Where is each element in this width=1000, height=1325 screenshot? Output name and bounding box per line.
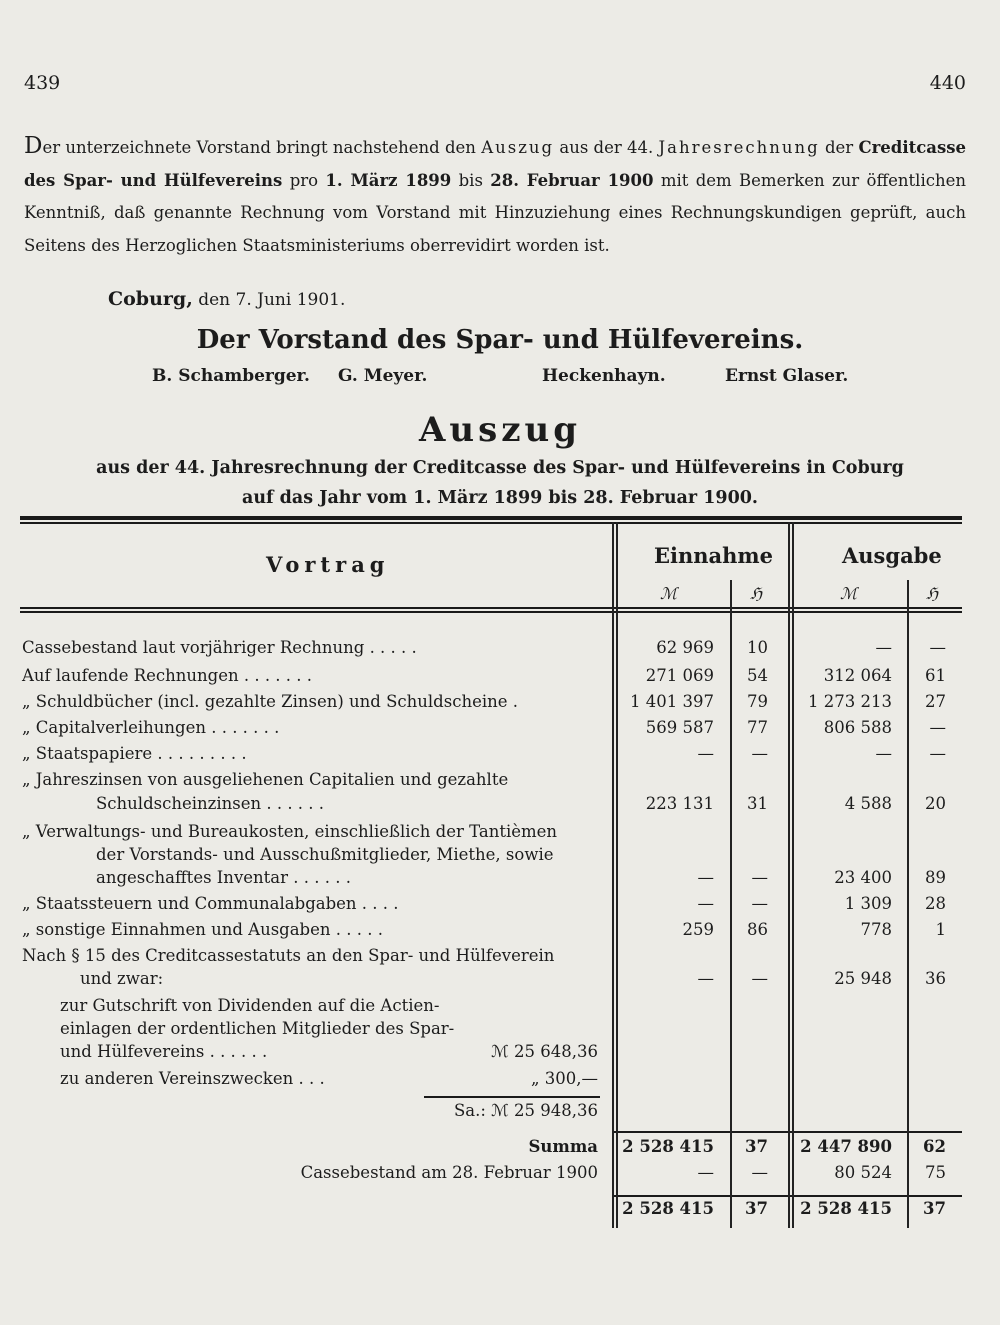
intro-paragraph: Der unterzeichnete Vorstand bringt nachstehend den Auszug aus der 44. Jahresrechnung der Creditcasse des Spar- und Hülfevereins pro 1. März 1899 bis 28. Februar 1900 mit dem Bemerken zur öffentlichen Kenntniß, daß genannte Rechnung vom Vorstand mit Hinzuziehung eines Rechnungskundigen geprüft, auch Seitens des Herzoglichen Staatsministeriums oberrevidirt worden ist.	[24, 133, 967, 255]
summa-expense-mark: 2 447 890	[800, 1137, 892, 1156]
expense-pf: 27	[925, 692, 946, 711]
income-mark: 1 401 397	[630, 692, 714, 711]
row-label: „ Schuldbücher (incl. gezahlte Zinsen) und Schuldscheine .	[22, 692, 518, 711]
sub-line: zur Gutschrift von Dividenden auf die Actien-	[60, 996, 440, 1015]
row-label: „ Jahreszinsen von ausgeliehenen Capitalien und gezahlte	[22, 770, 509, 789]
row-label: Cassebestand laut vorjähriger Rechnung . . . . .	[22, 638, 417, 657]
column-divider	[788, 522, 790, 1228]
header-bottom-rule	[20, 607, 962, 609]
expense-mark: 1 273 213	[808, 692, 892, 711]
currency-pfennig: ℌ	[926, 584, 939, 603]
income-pf: 77	[747, 718, 768, 737]
total-income-pf: 37	[745, 1199, 768, 1218]
drop-cap: D	[24, 133, 43, 159]
income-pf: —	[751, 969, 768, 988]
column-divider	[907, 580, 909, 1228]
summa-label: Summa	[528, 1137, 598, 1156]
income-pf: 54	[747, 666, 768, 685]
total-income-mark: 2 528 415	[622, 1199, 714, 1218]
sub-amount: „ 300,—	[530, 1069, 598, 1088]
closing-income-pf: —	[751, 1163, 768, 1182]
income-pf: —	[751, 868, 768, 887]
expense-pf: 28	[925, 894, 946, 913]
sub-sum-rule	[424, 1096, 600, 1098]
income-mark: —	[697, 868, 714, 887]
income-mark: 271 069	[645, 666, 714, 685]
sub-line: und Hülfevereins . . . . . .	[60, 1042, 268, 1061]
expense-mark: —	[875, 638, 892, 657]
closing-expense-mark: 80 524	[834, 1163, 892, 1182]
signature: Heckenhayn.	[542, 366, 666, 386]
header-einnahme: Einnahme	[654, 543, 773, 568]
sub-amount: ℳ 25 648,36	[491, 1042, 598, 1061]
expense-mark: 23 400	[834, 868, 892, 887]
sub-sum: Sa.: ℳ 25 948,36	[453, 1101, 598, 1120]
signature: G. Meyer.	[338, 366, 428, 386]
header-vortrag: Vortrag	[266, 552, 390, 577]
income-pf: —	[751, 744, 768, 763]
income-mark: 259	[682, 920, 714, 939]
sub-line: einlagen der ordentlichen Mitglieder des Spar-	[60, 1019, 455, 1038]
expense-pf: 1	[935, 920, 946, 939]
row-label: Auf laufende Rechnungen . . . . . . .	[22, 666, 313, 685]
row-label: „ Staatspapiere . . . . . . . . .	[22, 744, 247, 763]
header-bottom-rule-2	[20, 611, 962, 613]
column-divider	[612, 522, 614, 1228]
board-title: Der Vorstand des Spar- und Hülfevereins.	[196, 325, 804, 355]
signature: Ernst Glaser.	[725, 366, 849, 386]
row-label: „ sonstige Einnahmen und Ausgaben . . . . .	[22, 920, 383, 939]
extract-subtitle-line2: auf das Jahr vom 1. März 1899 bis 28. Februar 1900.	[241, 488, 759, 508]
income-pf: 79	[747, 692, 768, 711]
row-label-cont: Schuldscheinzinsen . . . . . .	[96, 794, 325, 813]
summa-income-mark: 2 528 415	[622, 1137, 714, 1156]
summa-income-pf: 37	[745, 1137, 768, 1156]
closing-balance-label: Cassebestand am 28. Februar 1900	[300, 1163, 598, 1182]
income-pf: 10	[747, 638, 768, 657]
page-number-right: 440	[929, 72, 966, 94]
closing-expense-pf: 75	[925, 1163, 946, 1182]
expense-pf: 20	[925, 794, 946, 813]
income-pf: 31	[747, 794, 768, 813]
header-ausgabe: Ausgabe	[842, 543, 942, 568]
total-expense-pf: 37	[923, 1199, 946, 1218]
column-divider	[792, 522, 794, 1228]
expense-pf: —	[929, 718, 946, 737]
income-mark: 62 969	[656, 638, 714, 657]
row-label-cont: angeschafftes Inventar . . . . . .	[96, 868, 351, 887]
expense-pf: 36	[925, 969, 946, 988]
extract-subtitle-line1: aus der 44. Jahresrechnung der Creditcasse des Spar- und Hülfevereins in Coburg	[96, 458, 904, 478]
expense-pf: 61	[925, 666, 946, 685]
expense-mark: 806 588	[823, 718, 892, 737]
expense-pf: —	[929, 744, 946, 763]
income-pf: 86	[747, 920, 768, 939]
date-text: den 7. Juni 1901.	[198, 290, 346, 310]
expense-mark: 25 948	[834, 969, 892, 988]
signature: B. Schamberger.	[152, 366, 310, 386]
income-mark: —	[697, 894, 714, 913]
income-mark: —	[697, 744, 714, 763]
row-label: „ Verwaltungs- und Bureaukosten, einschließlich der Tantièmen	[22, 822, 558, 841]
summa-expense-pf: 62	[923, 1137, 946, 1156]
expense-pf: 89	[925, 868, 946, 887]
currency-mark: ℳ	[660, 584, 678, 603]
row-label: „ Capitalverleihungen . . . . . . .	[22, 718, 280, 737]
extract-title: Auszug	[418, 410, 582, 450]
closing-income-mark: —	[697, 1163, 714, 1182]
row-label-cont: der Vorstands- und Ausschußmitglieder, Miethe, sowie	[96, 845, 554, 864]
row-label: „ Staatssteuern und Communalabgaben . . . .	[22, 894, 399, 913]
income-pf: —	[751, 894, 768, 913]
currency-mark: ℳ	[840, 584, 858, 603]
expense-pf: —	[929, 638, 946, 657]
income-mark: —	[697, 969, 714, 988]
table-top-rule	[20, 516, 962, 520]
expense-mark: 312 064	[823, 666, 892, 685]
sub-line: zu anderen Vereinszwecken . . .	[60, 1069, 325, 1088]
column-divider	[616, 522, 618, 1228]
expense-mark: 4 588	[844, 794, 892, 813]
place-name: Coburg,	[108, 288, 193, 310]
page-number-left: 439	[24, 72, 61, 94]
row-label-cont: und zwar:	[80, 969, 164, 988]
row-label: Nach § 15 des Creditcassestatuts an den Spar- und Hülfeverein	[22, 946, 555, 965]
currency-pfennig: ℌ	[750, 584, 763, 603]
column-divider	[730, 580, 732, 1228]
income-mark: 569 587	[645, 718, 714, 737]
place-date-line	[108, 288, 345, 310]
income-mark: 223 131	[645, 794, 714, 813]
table-top-rule-thin	[20, 522, 962, 524]
total-expense-mark: 2 528 415	[800, 1199, 892, 1218]
expense-mark: 1 309	[844, 894, 892, 913]
expense-mark: —	[875, 744, 892, 763]
expense-mark: 778	[860, 920, 892, 939]
